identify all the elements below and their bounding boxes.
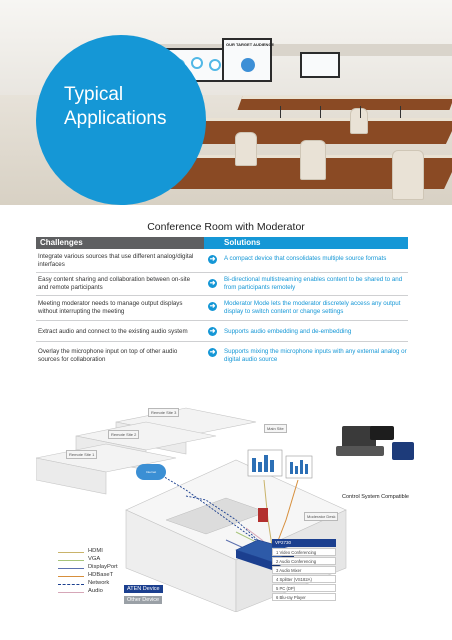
legend-label: VGA [88,556,101,562]
legend-item [58,588,118,596]
chair [300,140,326,180]
solution-text: A compact device that consolidates multiple source formats [224,255,387,262]
challenges-solutions-table [36,237,408,371]
main-site-label: Main Site [264,424,287,433]
keypad-image [336,446,384,456]
tablet-image [392,442,414,460]
table-header [36,237,408,249]
arrow-right-icon: ➜ [209,280,216,287]
table-row [36,249,408,273]
arrow-right-icon: ➜ [209,328,216,335]
microphone [400,106,401,118]
legend-item [58,556,118,564]
wall-display-center [222,38,272,82]
wall-display-right [300,52,340,78]
chair [235,132,257,166]
solution-text: Bi-directional multistreaming enables content to be shared to and from participants remotely [224,276,403,291]
conference-table-back [237,96,452,110]
challenge-text: Integrate various sources that use different analog/digital interfaces [38,253,194,268]
legend-label: HDBaseT [88,572,114,578]
headline-line-2: Applications [64,108,167,129]
vp2730-output-list [272,539,336,601]
output-item: 6 Blu-ray Player [272,593,336,601]
legend-label: Audio [88,588,103,594]
output-item: 5 PC (DP) [272,584,336,592]
table-row [36,321,408,342]
connection-diagram [36,400,416,612]
cable-legend [58,548,118,596]
remote-site-3-label: Remote Site 3 [148,408,179,417]
device-name: VP2730 [272,539,336,547]
table-row [36,296,408,321]
displayport-line-swatch [58,568,84,569]
microphone [360,106,361,118]
microphone [280,106,281,118]
moderator-desk-label: Moderator Desk [304,512,338,521]
solution-text: Supports audio embedding and de-embedding [224,328,352,335]
touch-panel-image [370,426,394,440]
legend-label: Network [88,580,110,586]
challenge-text: Overlay the microphone input on top of other audio sources for collaboration [38,348,178,363]
challenges-header: Challenges [40,238,83,247]
legend-label: HDMI [88,548,103,554]
section-title: Conference Room with Moderator [147,221,305,233]
output-item: 4 Splitter (VS182A) [272,575,336,583]
output-item: 3 Audio Mixer [272,566,336,574]
challenge-text: Easy content sharing and collaboration between on-site and remote participants [38,276,191,291]
hdmi-line-swatch [58,552,84,553]
cloud-icon: Internet [136,464,166,480]
legend-item [58,548,118,556]
output-item: 2 Audio Conferencing [272,557,336,565]
hdbaset-line-swatch [58,576,84,577]
arrow-right-icon: ➜ [209,349,216,356]
microphone [320,106,321,118]
chair [392,150,424,200]
arrow-right-icon: ➜ [209,256,216,263]
output-item: 1 Video Conferencing [272,548,336,556]
solution-text: Supports mixing the microphone inputs with any external analog or digital audio source [224,348,407,363]
headline [64,83,166,131]
audio-line-swatch [58,592,84,593]
screen-title: OUR TARGET AUDIENCE [226,42,274,47]
legend-item [58,572,118,580]
table-row [36,342,408,371]
chair [350,108,368,134]
network-line-swatch [58,584,84,585]
other-device-tag: Other Device [124,596,162,604]
remote-site-2-label: Remote Site 2 [108,430,139,439]
remote-site-1-label: Remote Site 1 [66,450,97,459]
challenge-text: Meeting moderator needs to manage output displays without interrupting the meeting [38,300,183,315]
aten-device-tag: ATEN Device [124,585,163,593]
headline-line-1: Typical [64,84,124,105]
challenge-text: Extract audio and connect to the existing audio system [38,328,188,335]
legend-label: DisplayPort [88,564,118,570]
arrow-right-icon: ➜ [209,303,216,310]
headline-circle [36,35,206,205]
control-system-compatible-label: Control System Compatible [342,494,409,500]
legend-item [58,580,118,588]
solutions-header: Solutions [204,237,408,249]
legend-item [58,564,118,572]
table-row [36,273,408,296]
vga-line-swatch [58,560,84,561]
solution-text: Moderator Mode lets the moderator discretely access any output display to switch content or change settings [224,300,401,315]
